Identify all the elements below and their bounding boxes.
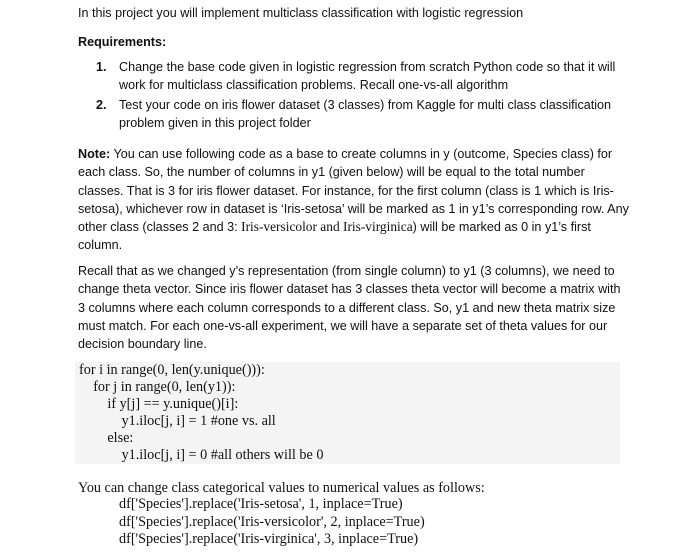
note-paragraph: [78, 145, 630, 255]
intro-text: In this project you will implement multiclass classification with logistic regression: [78, 6, 524, 20]
requirements-list: [0, 59, 700, 135]
conversion-line: df['Species'].replace('Iris-virginica', 3, inplace=True): [119, 531, 419, 547]
conversion-code: [119, 496, 425, 549]
note-text-end: ) will be marked as 0 in y1’s first column.: [78, 220, 591, 253]
list-item-text: Change the base code given in logistic regression from scratch Python code so that it will work for multiclass classification problems. Recall one-vs-all algorithm: [119, 60, 616, 92]
code-line: for j in range(0, len(y1)):: [79, 379, 236, 395]
code-line: else:: [79, 430, 134, 446]
conversion-line: df['Species'].replace('Iris-versicolor', 2, inplace=True): [119, 513, 425, 530]
code-line: y1.iloc[j, i] = 1 #one vs. all: [79, 413, 276, 429]
code-block: [75, 362, 620, 464]
list-item: [0, 97, 639, 132]
note-class-names: Iris-versicolor and Iris-virginica: [241, 219, 413, 235]
code-line: for i in range(0, len(y.unique())):: [79, 362, 265, 378]
code-line: y1.iloc[j, i] = 0 #all others will be 0: [79, 447, 324, 463]
list-item-text: Test your code on iris flower dataset (3 classes) from Kaggle for multi class classification problem given in this project folder: [119, 98, 612, 130]
code-line: if y[j] == y.unique()[i]:: [79, 396, 239, 412]
list-item: [0, 59, 639, 94]
list-item-number: 2.: [96, 98, 107, 113]
recall-paragraph: Recall that as we changed y’s representation (from single column) to y1 (3 columns), we need to change theta vector. Since iris flower dataset has 3 classes theta vector will become a matrix with 3 columns where each column corresponds to a different class. So, y1 and new theta matrix size must match. For each one-vs-all experiment, we will have a separate set of theta values for our decision boundary line.: [78, 264, 621, 352]
conversion-intro: You can change class categorical values to numerical values as follows:: [78, 480, 485, 496]
note-label: Note:: [78, 147, 111, 161]
list-item-number: 1.: [96, 60, 107, 74]
conversion-line: df['Species'].replace('Iris-setosa', 1, inplace=True): [119, 496, 403, 512]
note-text: You can use following code as a base to create columns in y (outcome, Species class) for each class. So, the number of columns in y1 (given below) will be equal to the total number classes. That is 3 for iris flower dataset. For instance, for the first column (class is 1 which is Iris-setosa), whichever row in dataset is ‘Iris-setosa’ will be marked as 1 in y1’s corresponding row. Any other class (classes 2 and 3:: [78, 147, 629, 235]
requirements-heading: Requirements:: [78, 35, 167, 49]
